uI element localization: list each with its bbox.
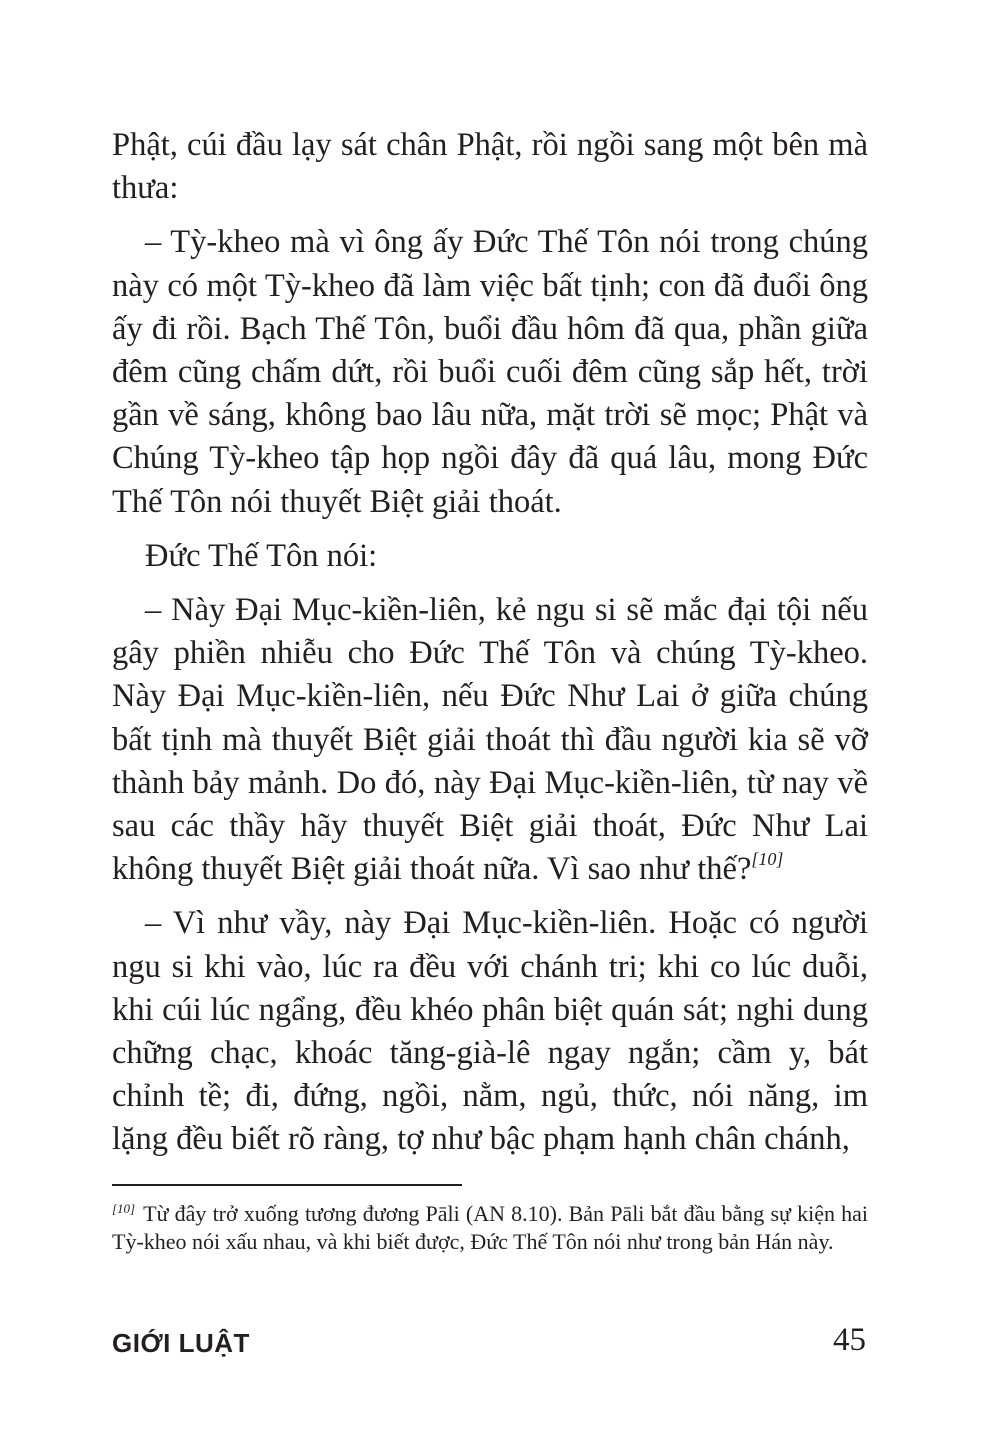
- paragraph-5: [112, 902, 868, 1161]
- paragraph-2: [112, 221, 868, 523]
- main-text: [112, 124, 868, 1173]
- paragraph-1: [112, 124, 868, 210]
- page-number: 45: [833, 1322, 866, 1358]
- paragraph-1-text: Phật, cúi đầu lạy sát chân Phật, rồi ngồi sang một bên mà thưa:: [112, 127, 868, 207]
- paragraph-4-text: – Này Đại Mục-kiền-liên, kẻ ngu si sẽ mắc đại tội nếu gây phiền nhiễu cho Đức Thế Tôn và chúng Tỳ-kheo. Này Đại Mục-kiền-liên, nếu Đức Như Lai ở giữa chúng bất tịnh mà thuyết Biệt giải thoát thì đầu người kia sẽ vỡ thành bảy mảnh. Do đó, này Đại Mục-kiền-liên, từ nay về sau các thầy hãy thuyết Biệt giải thoát, Đức Như Lai không thuyết Biệt giải thoát nữa. Vì sao như thế?: [112, 592, 868, 888]
- running-title: GIỚI LUẬT: [112, 1328, 250, 1358]
- footnote-divider: [112, 1184, 462, 1186]
- footnote: [112, 1200, 868, 1256]
- paragraph-4: [112, 589, 868, 891]
- footnote-marker: [10]: [112, 1201, 136, 1216]
- paragraph-2-text: – Tỳ-kheo mà vì ông ấy Đức Thế Tôn nói trong chúng này có một Tỳ-kheo đã làm việc bất tịnh; con đã đuổi ông ấy đi rồi. Bạch Thế Tôn, buổi đầu hôm đã qua, phần giữa đêm cũng chấm dứt, rồi buổi cuối đêm cũng sắp hết, trời gần về sáng, không bao lâu nữa, mặt trời sẽ mọc; Phật và Chúng Tỳ-kheo tập họp ngồi đây đã quá lâu, mong Đức Thế Tôn nói thuyết Biệt giải thoát.: [112, 224, 868, 520]
- paragraph-3: [112, 535, 868, 578]
- footnote-reference[interactable]: [10]: [751, 849, 784, 870]
- footnote-text: Từ đây trở xuống tương đương Pāli (AN 8.10). Bản Pāli bắt đầu bằng sự kiện hai Tỳ-kheo nói xấu nhau, và khi biết được, Đức Thế Tôn nói như trong bản Hán này.: [112, 1201, 868, 1254]
- paragraph-3-text: Đức Thế Tôn nói:: [145, 537, 378, 574]
- paragraph-5-text: – Vì như vầy, này Đại Mục-kiền-liên. Hoặc có người ngu si khi vào, lúc ra đều với chánh tri; khi co lúc duỗi, khi cúi lúc ngẩng, đều khéo phân biệt quán sát; nghi dung chững chạc, khoác tăng-già-lê ngay ngắn; cầm y, bát chỉnh tề; đi, đứng, ngồi, nằm, ngủ, thức, nói năng, im lặng đều biết rõ ràng, tợ như bậc phạm hạnh chân chánh,: [112, 905, 868, 1158]
